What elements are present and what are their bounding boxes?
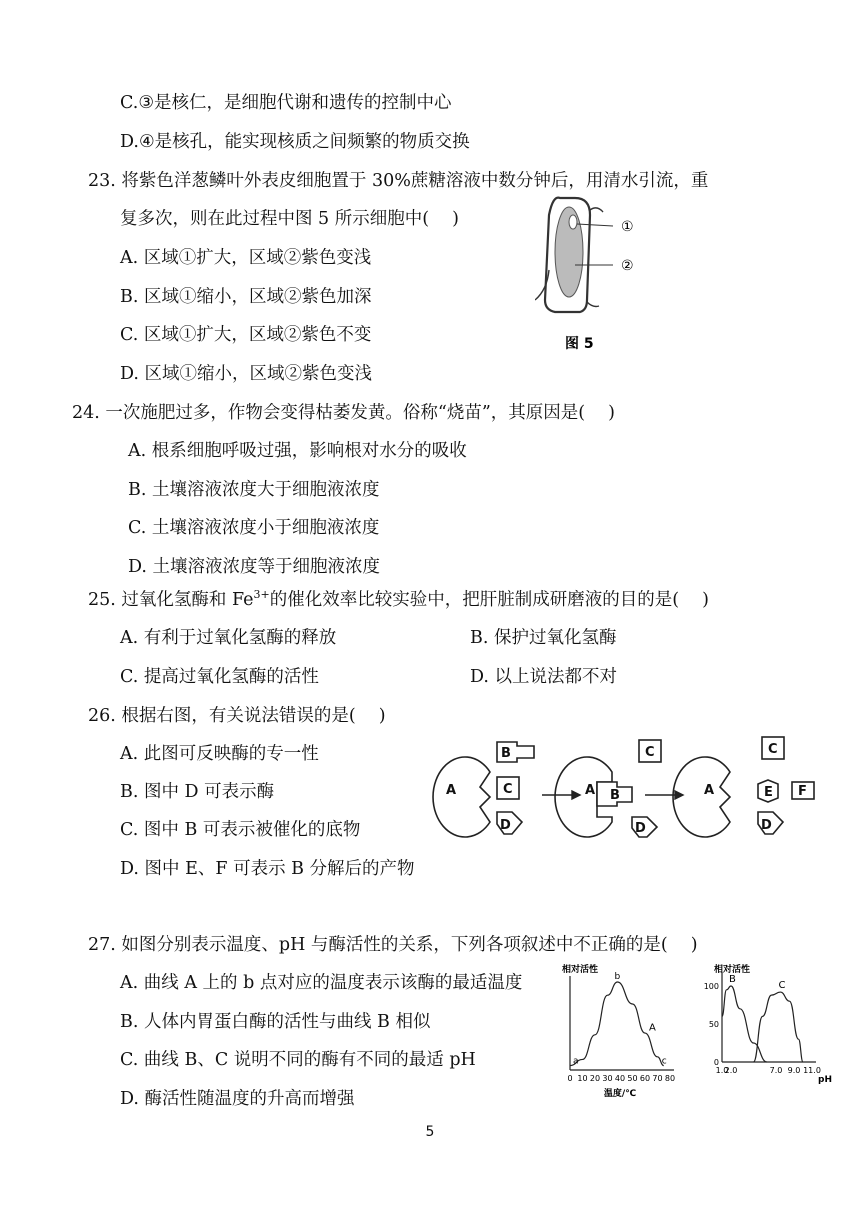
enzyme-a-shape-1 [433,757,490,837]
label-d-2: D [635,821,646,836]
q26-stem: 26. 根据右图，有关说法错误的是( ) [88,706,386,726]
q23-option-b: B. 区域①缩小，区域②紫色加深 [120,287,372,307]
label-a-1: A [446,783,457,798]
ph-y-tick-50: 50 [708,1020,719,1029]
temp-point-b: b [614,972,621,982]
ph-series-C-line [754,992,804,1062]
q23-option-a: A. 区域①扩大，区域②紫色变浅 [120,248,372,268]
ph-x-tick-7.0: 7.0 [769,1066,783,1075]
ph-series-C-label: C [778,980,786,992]
temp-x-tick-80: 80 [664,1074,676,1083]
q24-option-a: A. 根系细胞呼吸过强，影响根对水分的吸收 [128,441,467,461]
temp-x-tick-30: 30 [602,1074,613,1083]
temp-x-tick-50: 50 [627,1074,638,1083]
temp-x-tick-0: 0 [567,1074,573,1083]
temp-series-A-label: A [649,1022,656,1034]
ph-x-tick-9.0: 9.0 [787,1066,801,1075]
fig5-caption: 图 5 [565,336,594,352]
ph-x-tick-11.0: 11.0 [803,1066,821,1075]
temp-point-c: c [661,1056,667,1067]
q25-option-d: D. 以上说法都不对 [470,667,618,687]
q27-option-d: D. 酶活性随温度的升高而增强 [120,1089,355,1109]
temp-x-tick-70: 70 [652,1074,663,1083]
ph-y-tick-0: 0 [713,1058,719,1067]
q25-option-b: B. 保护过氧化氢酶 [470,628,617,648]
label-b-2: B [610,788,620,803]
figure-enzyme-substrate [432,732,832,847]
q24-option-d: D. 土壤溶液浓度等于细胞液浓度 [128,557,381,577]
ph-x-tick-2.0: 2.0 [724,1066,738,1075]
q27-option-b: B. 人体内胃蛋白酶的活性与曲线 B 相似 [120,1012,431,1032]
ph-y-tick-100: 100 [703,982,719,991]
label-d-1: D [500,818,511,833]
ph-x-label: pH [818,1075,832,1085]
page-number: 5 [425,1124,435,1140]
enzyme-a-shape-3 [673,757,730,837]
temp-x-tick-60: 60 [639,1074,651,1083]
q27-stem: 27. 如图分别表示温度、pH 与酶活性的关系，下列各项叙述中不正确的是( ) [88,935,698,955]
q26-option-a: A. 此图可反映酶的专一性 [120,744,319,764]
q25-stem-sup: 3+ [253,588,270,602]
q25-stem-pre: 25. 过氧化氢酶和 Fe [88,590,254,610]
label-c-2: C [645,745,655,760]
label-e: E [764,785,773,800]
q22-option-d: D.④是核孔，能实现核质之间频繁的物质交换 [120,132,470,152]
q25-option-c: C. 提高过氧化氢酶的活性 [120,667,319,687]
q24-option-b: B. 土壤溶液浓度大于细胞液浓度 [128,480,380,500]
q25-stem-post: 的催化效率比较实验中，把肝脏制成研磨液的目的是( ) [269,590,709,610]
temp-point-a: a [573,1056,579,1067]
figure-5-cell [535,190,665,360]
label-c-1: C [503,782,513,797]
q24-option-c: C. 土壤溶液浓度小于细胞液浓度 [128,518,380,538]
fig5-label-2: ② [621,258,634,274]
temp-y-label: 相对活性 [562,965,599,975]
q22-option-c: C.③是核仁，是细胞代谢和遗传的控制中心 [120,93,452,113]
q23-option-d: D. 区域①缩小，区域②紫色变浅 [120,364,373,384]
temp-x-tick-40: 40 [614,1074,626,1083]
q23-stem-line2: 复多次，则在此过程中图 5 所示细胞中( ) [120,209,459,229]
q23-option-c: C. 区域①扩大，区域②紫色不变 [120,325,372,345]
fig5-label-1: ① [621,219,634,235]
temp-x-tick-10: 10 [577,1074,588,1083]
q27-option-c: C. 曲线 B、C 说明不同的酶有不同的最适 pH [120,1050,476,1070]
label-a-2: A [585,783,596,798]
ph-x-tick-1.0: 1.0 [715,1066,729,1075]
q24-stem: 24. 一次施肥过多，作物会变得枯萎发黄。俗称“烧苗”，其原因是( ) [72,403,616,423]
label-b-1: B [501,746,511,761]
temp-x-tick-20: 20 [589,1074,601,1083]
label-f: F [798,784,807,799]
q25-option-a: A. 有利于过氧化氢酶的释放 [120,628,337,648]
q25-stem [88,588,709,612]
q26-option-c: C. 图中 B 可表示被催化的底物 [120,820,361,840]
temp-x-label: 温度/℃ [603,1089,637,1099]
ph-series-B-label: B [729,974,736,985]
q26-option-b: B. 图中 D 可表示酶 [120,782,275,802]
temperature-activity-chart [560,962,685,1102]
q27-option-a: A. 曲线 A 上的 b 点对应的温度表示该酶的最适温度 [120,973,523,993]
q26-option-d: D. 图中 E、F 可表示 B 分解后的产物 [120,859,415,879]
ph-y-label: 相对活性 [714,965,751,975]
label-c-3: C [768,742,778,757]
label-d-3: D [761,818,772,833]
label-a-3: A [704,783,715,798]
q23-stem-line1: 23. 将紫色洋葱鳞叶外表皮细胞置于 30%蔗糖溶液中数分钟后，用清水引流，重 [88,171,709,191]
ph-activity-chart [700,962,835,1102]
